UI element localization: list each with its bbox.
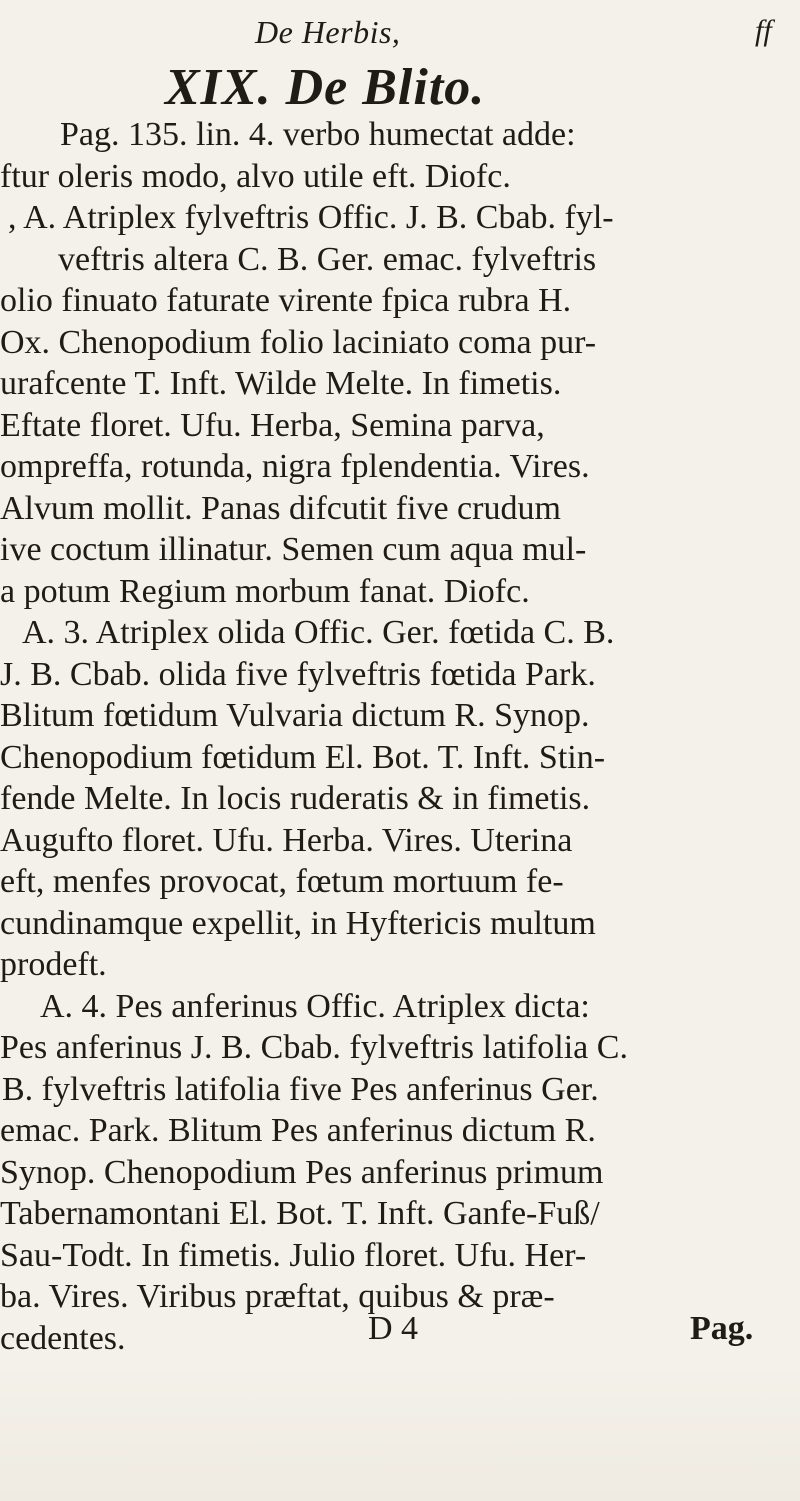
text-line-content: Pag. 135. lin. 4. verbo humectat adde: (60, 116, 576, 153)
text-line-content: olio finuato faturate virente fpica rubra H. (0, 282, 572, 319)
text-line-content: veftris altera C. B. Ger. emac. fylveftris (58, 240, 597, 278)
text-line-content: emac. Park. Blitum Pes anferinus dictum R. (0, 1112, 596, 1149)
text-line (0, 1235, 800, 1277)
text-line (0, 1110, 800, 1152)
text-line (0, 446, 800, 488)
text-line (0, 1069, 800, 1111)
running-header (0, 10, 800, 50)
text-line-content: Eftate floret. Ufu. Herba, Semina parva, (0, 406, 545, 444)
text-line (0, 363, 800, 405)
text-line (0, 197, 800, 239)
text-line-content: cundinamque expellit, in Hyftericis multum (0, 904, 596, 942)
text-line-content: , A. Atriplex fylveftris Offic. J. B. Cbab. fyl- (8, 199, 614, 236)
page-signature: ff (755, 14, 772, 47)
text-line (0, 1193, 800, 1235)
text-line-content: ba. Vires. Viribus præftat, quibus & præ- (0, 1278, 555, 1315)
text-line-content: a potum Regium morbum fanat. Diofc. (0, 572, 530, 610)
running-title: De Herbis, (255, 14, 401, 50)
text-line (0, 1027, 800, 1069)
text-line (0, 529, 800, 571)
text-line (0, 156, 800, 198)
text-line (0, 322, 800, 364)
text-line-content: Chenopodium fœtidum El. Bot. T. Inft. Stin- (0, 738, 606, 776)
text-line-content: Blitum fœtidum Vulvaria dictum R. Synop. (0, 697, 590, 734)
body-text (0, 114, 800, 1359)
text-line-content: Synop. Chenopodium Pes anferinus primum (0, 1153, 604, 1191)
text-line-content: urafcente T. Inft. Wilde Melte. In fimetis. (0, 365, 562, 402)
text-line (0, 778, 800, 820)
text-line (0, 903, 800, 945)
text-line (0, 488, 800, 530)
text-line-content: ive coctum illinatur. Semen cum aqua mul- (0, 531, 587, 568)
text-line (0, 654, 800, 696)
catchword: Pag. (690, 1310, 754, 1347)
text-line-content: Pes anferinus J. B. Cbab. fylveftris latifolia C. (0, 1029, 628, 1066)
text-line-content: ompreffa, rotunda, nigra fplendentia. Vires. (0, 448, 590, 485)
text-line (0, 820, 800, 862)
blank-margin (0, 1360, 800, 1501)
text-line (0, 114, 800, 156)
text-line-content: Ox. Chenopodium folio laciniato coma pur- (0, 323, 597, 361)
text-line-content: Augufto floret. Ufu. Herba. Vires. Uterina (0, 821, 573, 859)
text-line-content: cedentes. (0, 1319, 126, 1357)
text-line (0, 280, 800, 322)
text-line (0, 571, 800, 613)
text-line-content: A. 3. Atriplex olida Offic. Ger. fœtida C. B. (22, 614, 615, 651)
text-line (0, 695, 800, 737)
text-line (0, 612, 800, 654)
text-line-content: prodeft. (0, 946, 107, 983)
text-line-content: J. B. Cbab. olida five fylveftris fœtida Park. (0, 655, 596, 693)
text-line-content: A. 4. Pes anferinus Offic. Atriplex dicta: (40, 987, 590, 1025)
page-footer (0, 1310, 800, 1360)
text-line (0, 986, 800, 1028)
section-heading: XIX. De Blito. (165, 59, 486, 116)
text-line (0, 861, 800, 903)
text-line (0, 944, 800, 986)
text-line-content: fende Melte. In locis ruderatis & in fimetis. (0, 780, 591, 817)
text-line (0, 1152, 800, 1194)
text-line (0, 239, 800, 281)
text-line (0, 405, 800, 447)
text-line-content: ftur oleris modo, alvo utile eft. Diofc. (0, 157, 511, 195)
text-line-content: Alvum mollit. Panas difcutit five crudum (0, 489, 561, 527)
text-line (0, 737, 800, 779)
gathering-signature: D 4 (368, 1310, 419, 1347)
text-line-content: Sau-Todt. In fimetis. Julio floret. Ufu. Her- (0, 1236, 587, 1274)
text-line-content: B. fylveftris latifolia five Pes anferinus Ger. (2, 1070, 599, 1108)
text-line-content: eft, menfes provocat, fœtum mortuum fe- (0, 863, 564, 900)
text-line-content: Tabernamontani El. Bot. T. Inft. Ganfe-Fuß/ (0, 1195, 600, 1232)
